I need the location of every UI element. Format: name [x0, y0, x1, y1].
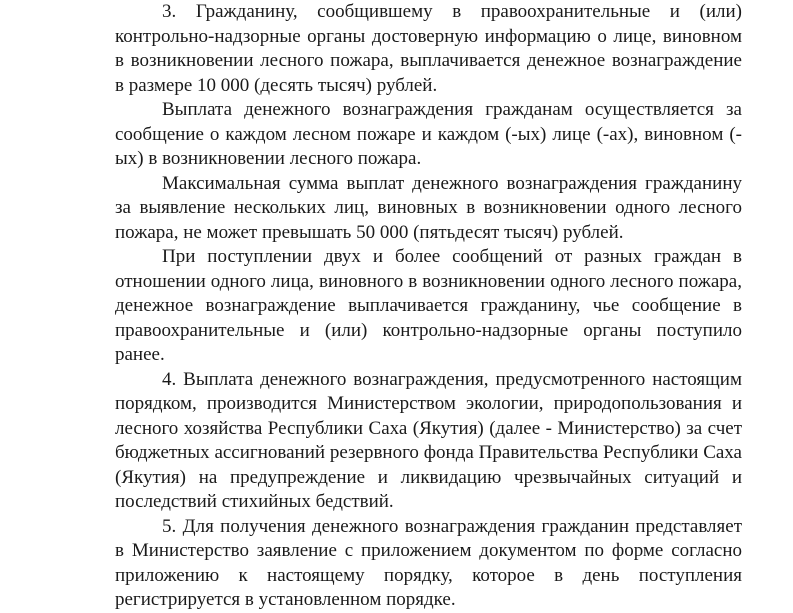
paragraph-payment-per-report: Выплата денежного вознаграждения гражданам осуществляется за сообщение о каждом лесном пожаре и каждом (-ых) лице (-ах), виновном (-ых) в возникновении лесного пожара.	[115, 99, 742, 169]
document-page	[115, 0, 742, 610]
paragraph-item-5: 5. Для получения денежного вознаграждения гражданин представляет в Министерство заявление с приложением документом по форме согласно приложению к настоящему порядку, которое в день поступления регистрируется в установленном порядке.	[115, 515, 742, 610]
paragraph-multiple-reports: При поступлении двух и более сообщений от разных граждан в отношении одного лица, виновного в возникновении одного лесного пожара, денежное вознаграждение выплачивается гражданину, чье сообщение в правоохранительные и (или) контрольно-надзорные органы поступило ранее.	[115, 246, 742, 365]
paragraph-maximum-amount: Максимальная сумма выплат денежного вознаграждения гражданину за выявление нескольких лиц, виновных в возникновении одного лесного пожара, не может превышать 50 000 (пятьдесят тысяч) рублей.	[115, 172, 742, 243]
paragraph-item-4: 4. Выплата денежного вознаграждения, предусмотренного настоящим порядком, производится Министерством экологии, природопользования и лесного хозяйства Республики Саха (Якутия) (далее - Министерство) за счет бюджетных ассигнований резервного фонда Правительства Республики Саха (Якутия) на предупреждение и ликвидацию чрезвычайных ситуаций и последствий стихийных бедствий.	[115, 368, 742, 512]
paragraph-item-3: 3. Гражданину, сообщившему в правоохранительные и (или) контрольно-надзорные органы достоверную информацию о лице, виновном в возникновении лесного пожара, выплачивается денежное вознаграждение в размере 10 000 (десять тысяч) рублей.	[115, 1, 742, 96]
